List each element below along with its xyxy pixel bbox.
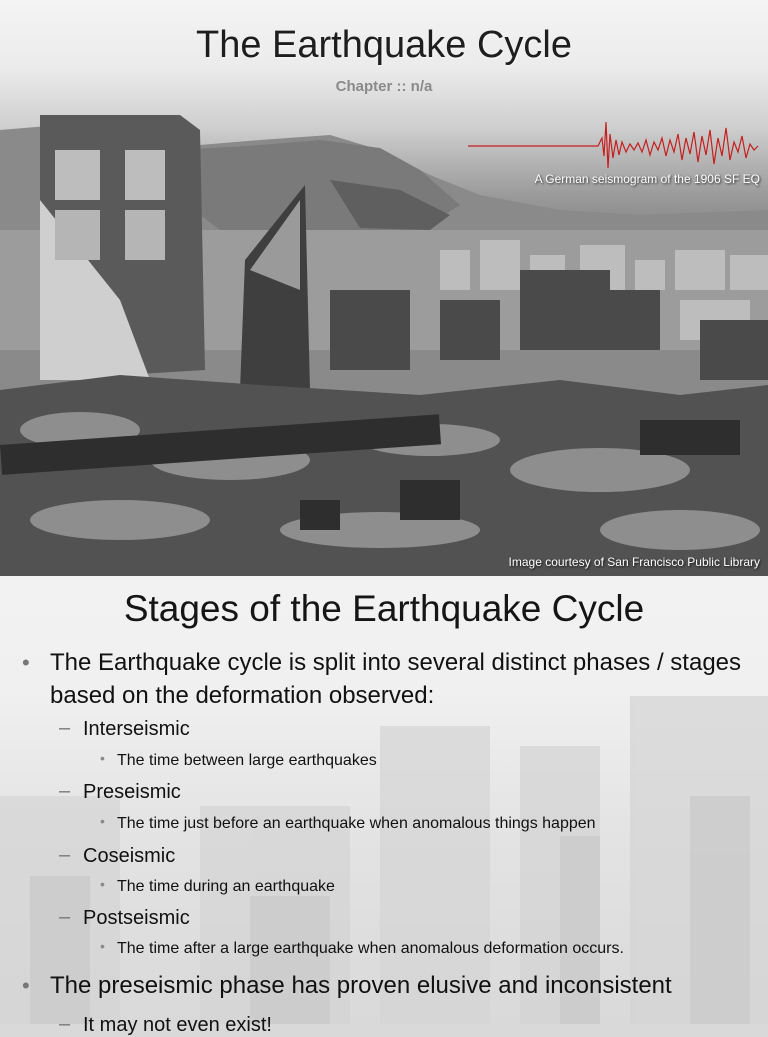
- stages-title: Stages of the Earthquake Cycle: [123, 588, 645, 629]
- stage-name: Postseismic: [83, 907, 190, 929]
- dash-marker: –: [59, 717, 71, 739]
- stage-name: Coseismic: [83, 845, 176, 867]
- stage-desc: The time during an earthquake: [117, 878, 335, 895]
- stages-slide: [0, 576, 768, 1036]
- seismogram-caption: A German seismogram of the 1906 SF EQ: [534, 172, 760, 186]
- stage-interseismic-desc: [100, 750, 377, 770]
- image-credit: Image courtesy of San Francisco Public Library: [508, 555, 760, 569]
- stage-preseismic: [59, 780, 181, 804]
- sub-bullet-dot: •: [100, 938, 105, 954]
- sub-bullet-text: It may not even exist!: [83, 1014, 272, 1036]
- stage-preseismic-desc: [100, 813, 596, 833]
- stage-coseismic: [59, 844, 176, 868]
- stage-desc: The time just before an earthquake when anomalous things happen: [117, 815, 596, 832]
- sub-bullet-dot: •: [100, 876, 105, 892]
- dash-marker: –: [59, 1013, 71, 1035]
- stage-postseismic: [59, 906, 190, 930]
- dash-marker: –: [59, 780, 71, 802]
- stage-coseismic-desc: [100, 876, 335, 896]
- bullet-text: The preseismic phase has proven elusive and inconsistent: [50, 972, 672, 999]
- bullet-preseismic-elusive: [22, 969, 750, 1002]
- bullet-phases: [22, 646, 750, 712]
- slide-title: The Earthquake Cycle: [196, 24, 572, 66]
- bullet-text: The Earthquake cycle is split into several distinct phases / stages based on the deformation observed:: [50, 649, 742, 709]
- stage-desc: The time between large earthquakes: [117, 752, 377, 769]
- stage-name: Preseismic: [83, 781, 181, 803]
- bullet-dot: •: [22, 650, 30, 675]
- dash-marker: –: [59, 844, 71, 866]
- sub-bullet-may-not-exist: [59, 1013, 272, 1037]
- chapter-subtitle: Chapter :: n/a: [335, 78, 433, 95]
- bullet-dot: •: [22, 973, 30, 998]
- sub-bullet-dot: •: [100, 750, 105, 766]
- stage-desc: The time after a large earthquake when anomalous deformation occurs.: [117, 940, 624, 957]
- stage-name: Interseismic: [83, 718, 190, 740]
- sub-bullet-dot: •: [100, 813, 105, 829]
- dash-marker: –: [59, 906, 71, 928]
- seismogram-trace: [468, 122, 758, 168]
- stage-interseismic: [59, 717, 190, 741]
- stage-postseismic-desc: [100, 938, 624, 958]
